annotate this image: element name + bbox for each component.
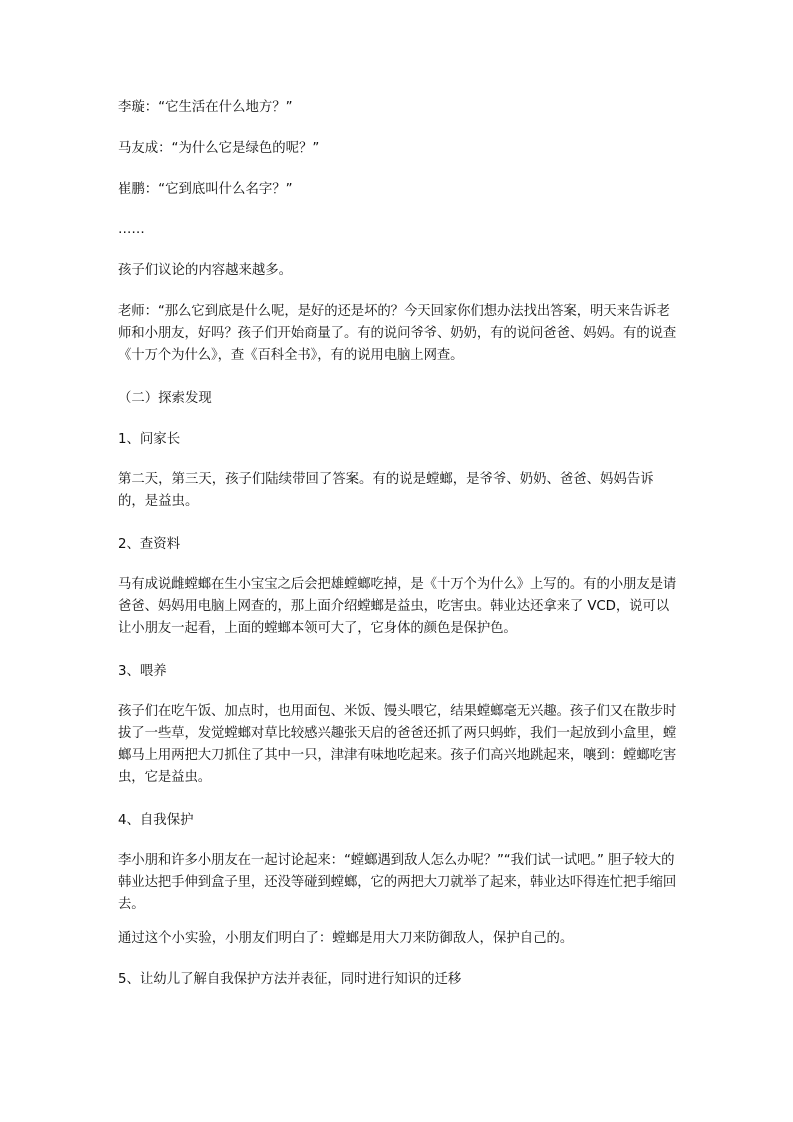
subheading-ask-parents: 1、问家长	[118, 432, 181, 447]
paragraph-self-protection: 李小朋和许多小朋友在一起讨论起来：“螳螂遇到敌人怎么办呢？”“我们试一试吧。” 胆子较大的韩业达把手伸到盒子里，还没等碰到螳螂，它的两把大刀就举了起来，韩业达吓得连忙把手缩回去。	[118, 853, 677, 912]
dialogue-cui-peng: 崔鹏：“它到底叫什么名字？”	[118, 182, 293, 197]
paragraph-experiment: 通过这个小实验，小朋友们明白了：螳螂是用大刀来防御敌人，保护自己的。	[118, 931, 574, 946]
dialogue-ma-youcheng: 马友成：“为什么它是绿色的呢？”	[118, 141, 320, 156]
paragraph-research: 马有成说雌螳螂在生小宝宝之后会把雄螳螂吃掉，是《十万个为什么》上写的。有的小朋友是请爸爸、妈妈用电脑上网查的，那上面介绍螳螂是益虫，吃害虫。韩业达还拿来了 VCD，说可以让小朋友一起看，上面的螳螂本领可大了，它身体的颜色是保护色。	[118, 577, 677, 636]
ellipsis: ……	[118, 222, 145, 237]
subheading-feeding: 3、喂养	[118, 664, 167, 679]
paragraph-feeding: 孩子们在吃午饭、加点时，也用面包、米饭、馒头喂它，结果螳螂毫无兴趣。孩子们又在散步时拔了一些草，发觉螳螂对草比较感兴趣张天启的爸爸还抓了两只蚂蚱，我们一起放到小盒里，螳螂马上用两把大刀抓住了其中一只，津津有味地吃起来。孩子们高兴地跳起来，嚷到：螳螂吃害虫，它是益虫。	[118, 704, 677, 785]
paragraph-discussion: 孩子们议论的内容越来越多。	[118, 263, 293, 278]
subheading-self-protection: 4、自我保护	[118, 813, 194, 828]
dialogue-li-xuan: 李璇：“它生活在什么地方？”	[118, 100, 293, 115]
subheading-knowledge-transfer: 5、让幼儿了解自我保护方法并表征，同时进行知识的迁移	[118, 972, 462, 987]
paragraph-teacher: 老师：“那么它到底是什么呢，是好的还是坏的？今天回家你们想办法找出答案，明天来告诉老师和小朋友，好吗？孩子们开始商量了。有的说问爷爷、奶奶，有的说问爸爸、妈妈。有的说查《十万个为什么》，查《百科全书》，有的说用电脑上网查。	[118, 304, 677, 363]
paragraph-ask-parents: 第二天，第三天，孩子们陆续带回了答案。有的说是螳螂，是爷爷、奶奶、爸爸、妈妈告诉的，是益虫。	[118, 472, 654, 509]
section-heading-explore: （二）探索发现	[118, 391, 212, 406]
subheading-research: 2、查资料	[118, 537, 181, 552]
